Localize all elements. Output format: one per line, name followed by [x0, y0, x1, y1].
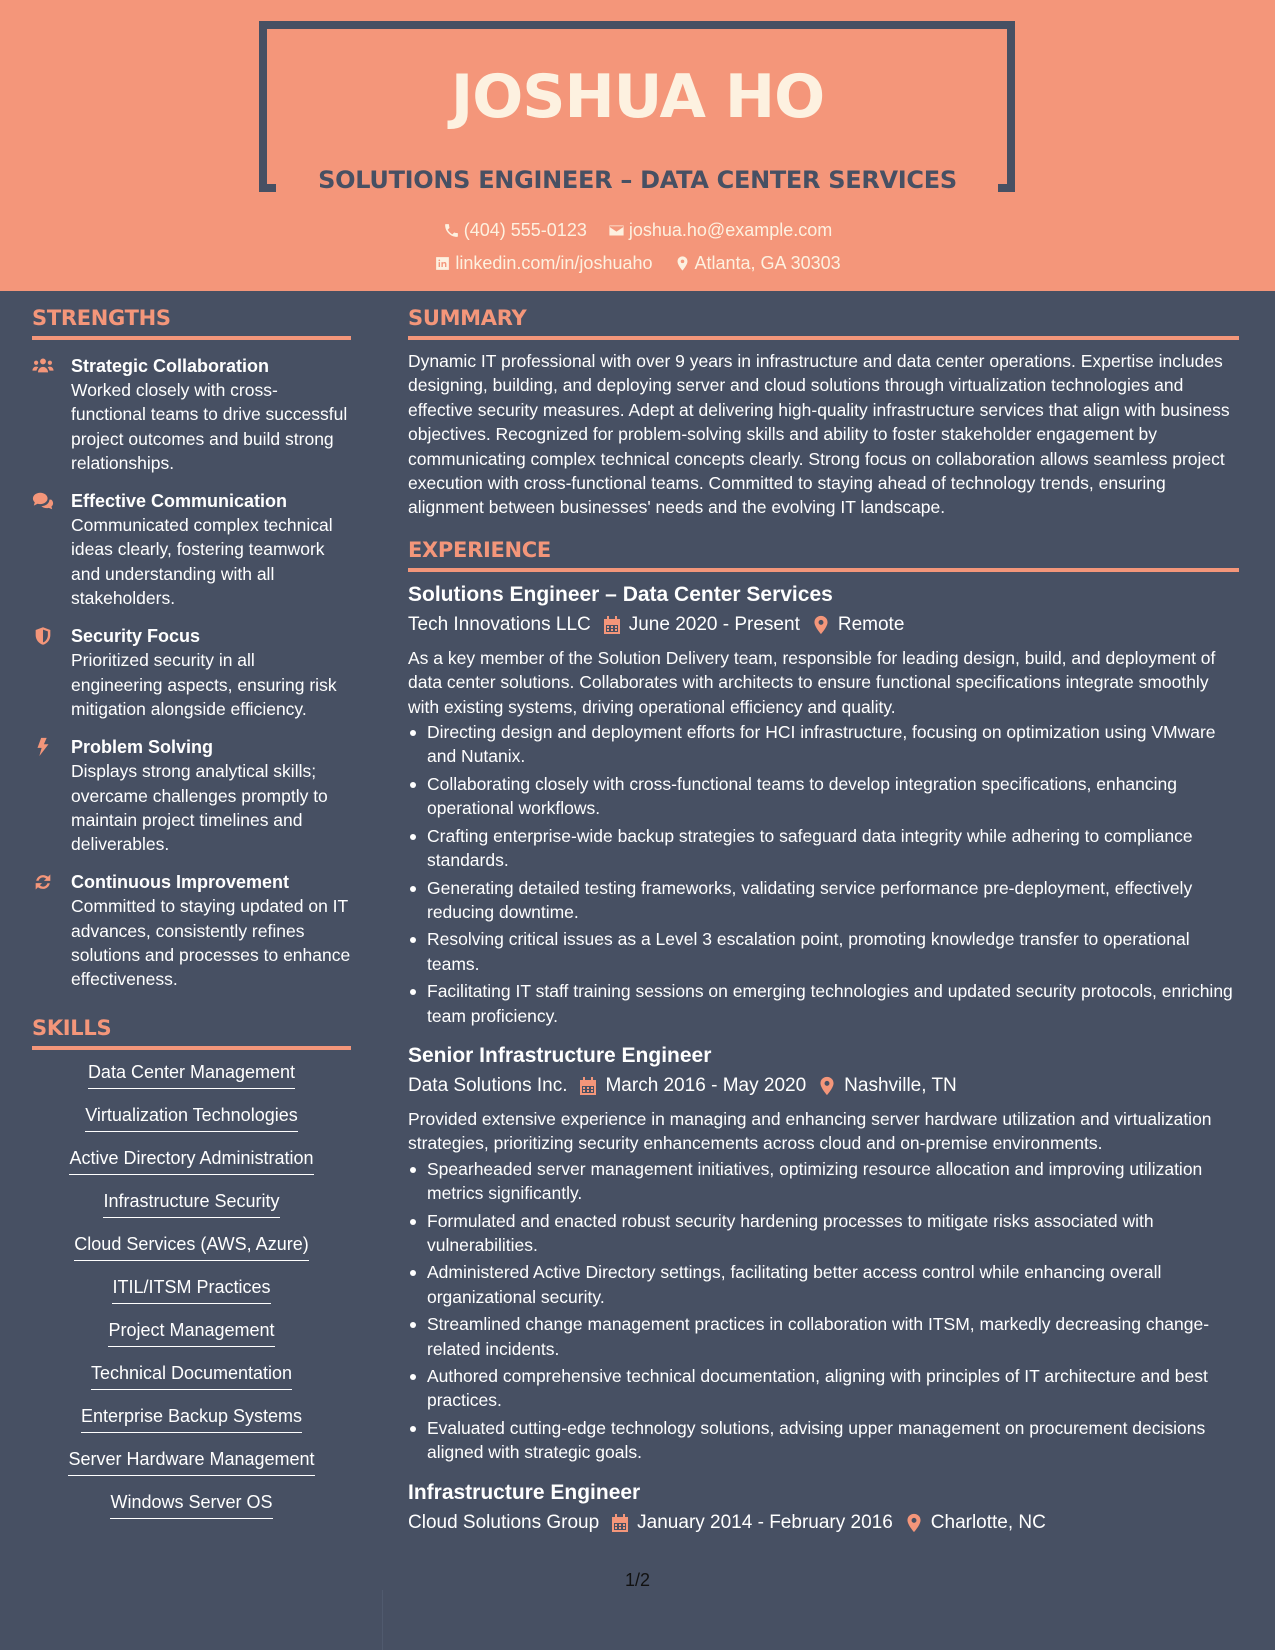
users-icon: [32, 356, 56, 376]
job-bullet: Spearheaded server management initiatives, optimizing resource allocation and improving utilization metrics significantly.: [408, 1157, 1239, 1206]
job-dates: [603, 612, 800, 638]
job-bullet: Evaluated cutting-edge technology solutions, advising upper management on procurement decisions aligned with strategic goals.: [408, 1416, 1239, 1465]
skill-item: Cloud Services (AWS, Azure): [74, 1232, 308, 1261]
candidate-name: JOSHUA HO: [450, 62, 825, 132]
contact-email[interactable]: [608, 220, 832, 241]
job-company: Cloud Solutions Group: [408, 1511, 600, 1533]
linkedin-text: linkedin.com/in/joshuaho: [455, 253, 653, 273]
phone-text: (404) 555-0123: [463, 220, 587, 240]
calendar-icon: [579, 1076, 597, 1096]
strength-text: Prioritized security in all engineering aspects, ensuring risk mitigation alongside efficiency.: [71, 650, 337, 719]
job-description: As a key member of the Solution Delivery team, responsible for leading design, build, and deployment of data center solutions. Collaborates with architects to ensure functional specifications integrate smoothly with existing systems, driving operational efficiency and quality.: [408, 647, 1216, 717]
strength-text: Displays strong analytical skills; overcame challenges promptly to maintain project timelines and deliverables.: [71, 761, 328, 855]
map-marker-icon: [905, 1513, 923, 1533]
job-description: Provided extensive experience in managing and enhancing server hardware utilization and virtualization strategies, prioritizing security enhancements across cloud and on-premise environments.: [408, 1108, 1212, 1154]
phone-icon: [443, 222, 460, 239]
job-company: Data Solutions Inc.: [408, 1074, 568, 1096]
strength-title: Continuous Improvement: [71, 872, 290, 893]
job-bullets: [408, 1157, 1239, 1465]
job-dates-text: January 2014 - February 2016: [637, 1511, 893, 1533]
strength-title: Problem Solving: [71, 737, 214, 758]
resume-header: [0, 0, 1275, 291]
strength-item: [32, 624, 351, 721]
job-bullet: Formulated and enacted robust security hardening processes to mitigate risks associated with vulnerabilities.: [408, 1209, 1239, 1258]
email-text: joshua.ho@example.com: [628, 220, 833, 240]
skill-item: Windows Server OS: [110, 1490, 272, 1519]
job-dates-text: March 2016 - May 2020: [605, 1074, 807, 1096]
job-meta: [408, 1510, 1239, 1536]
strength-item: [32, 735, 351, 856]
strength-title: Security Focus: [71, 626, 201, 647]
job-location-text: Remote: [837, 613, 905, 635]
strength-title: Strategic Collaboration: [71, 356, 270, 376]
job-location: [818, 1073, 957, 1099]
job-company: Tech Innovations LLC: [408, 613, 591, 635]
job-bullet: Directing design and deployment efforts for HCI infrastructure, focusing on optimization using VMware and Nutanix.: [408, 720, 1239, 769]
map-marker-icon: [818, 1076, 836, 1096]
job-location-text: Charlotte, NC: [930, 1511, 1046, 1533]
job-entry: [408, 1042, 1239, 1465]
job-bullet: Generating detailed testing frameworks, validating service performance pre-deployment, effectively reducing downtime.: [408, 876, 1239, 925]
calendar-icon: [603, 615, 621, 635]
job-entry: [408, 1479, 1239, 1536]
contact-row-2: [0, 253, 1275, 277]
job-location-text: Nashville, TN: [844, 1074, 957, 1096]
strength-text: Worked closely with cross-functional teams to drive successful project outcomes and build strong relationships.: [71, 380, 348, 473]
left-column: [32, 306, 351, 1533]
skill-item: Enterprise Backup Systems: [81, 1404, 302, 1433]
skill-item: Technical Documentation: [91, 1361, 292, 1390]
job-dates: [579, 1073, 806, 1099]
strength-text: Communicated complex technical ideas clearly, fostering teamwork and understanding with all stakeholders.: [71, 515, 333, 609]
skill-item: Infrastructure Security: [103, 1189, 279, 1218]
strength-item: [32, 489, 351, 610]
contact-linkedin[interactable]: [434, 253, 652, 274]
column-divider: [382, 1590, 383, 1650]
job-meta: [408, 612, 1239, 638]
strengths-heading: STRENGTHS: [32, 306, 351, 340]
candidate-title: SOLUTIONS ENGINEER – DATA CENTER SERVICES: [318, 166, 957, 194]
skill-item: Project Management: [108, 1318, 274, 1347]
skill-item: ITIL/ITSM Practices: [112, 1275, 270, 1304]
strengths-list: [32, 354, 351, 992]
skill-item: Active Directory Administration: [69, 1146, 313, 1175]
job-bullets: [408, 720, 1239, 1028]
calendar-icon: [611, 1513, 629, 1533]
summary-heading: SUMMARY: [408, 306, 1239, 340]
job-location: [812, 612, 905, 638]
skills-list: [32, 1060, 351, 1519]
job-title: Infrastructure Engineer: [408, 1480, 641, 1504]
skill-item: Data Center Management: [88, 1060, 295, 1089]
contact-row-1: [0, 220, 1275, 244]
job-dates-text: June 2020 - Present: [628, 613, 800, 635]
comments-icon: [32, 491, 56, 511]
job-entry: [408, 581, 1239, 1028]
job-bullet: Crafting enterprise-wide backup strategies to safeguard data integrity while adhering to compliance standards.: [408, 824, 1239, 873]
job-bullet: Collaborating closely with cross-functional teams to develop integration specifications, enhancing operational workflows.: [408, 772, 1239, 821]
map-marker-icon: [674, 255, 691, 272]
page-number: 1/2: [624, 1570, 651, 1590]
skill-item: Server Hardware Management: [68, 1447, 314, 1476]
experience-heading: EXPERIENCE: [408, 538, 1239, 572]
shield-icon: [32, 626, 56, 646]
summary-text: Dynamic IT professional with over 9 years in infrastructure and data center operations. Expertise includes designing, building, and deploying server and cloud solutions through virtualization technologies and effective security measures. Adept at delivering high-quality infrastructure services that align with business objectives. Recognized for problem-solving skills and ability to foster stakeholder engagement by communicating complex technical concepts clearly. Strong focus on collaboration allows seamless project execution with cross-functional teams. Committed to staying ahead of technology trends, ensuring alignment between businesses' needs and the evolving IT landscape.: [408, 351, 1230, 518]
map-marker-icon: [812, 615, 830, 635]
contact-phone[interactable]: [443, 220, 587, 241]
skills-heading: SKILLS: [32, 1016, 351, 1050]
job-location: [905, 1510, 1046, 1536]
job-title: Solutions Engineer – Data Center Services: [408, 582, 833, 606]
job-bullet: Resolving critical issues as a Level 3 escalation point, promoting knowledge transfer to operational teams.: [408, 927, 1239, 976]
right-column: [408, 306, 1239, 1536]
job-bullet: Administered Active Directory settings, facilitating better access control while enhancing overall organizational security.: [408, 1260, 1239, 1309]
bolt-icon: [32, 737, 56, 757]
job-meta: [408, 1073, 1239, 1099]
sync-icon: [32, 872, 56, 892]
envelope-icon: [608, 222, 625, 239]
strength-item: [32, 870, 351, 991]
location-text: Atlanta, GA 30303: [694, 253, 841, 273]
skill-item: Virtualization Technologies: [85, 1103, 297, 1132]
strength-item: [32, 354, 351, 475]
job-bullet: Streamlined change management practices in collaboration with ITSM, markedly decreasing change-related incidents.: [408, 1312, 1239, 1361]
strength-title: Effective Communication: [71, 491, 288, 512]
contact-location: [674, 253, 841, 274]
job-title: Senior Infrastructure Engineer: [408, 1043, 712, 1067]
linkedin-icon: [434, 255, 451, 272]
strength-text: Committed to staying updated on IT advances, consistently refines solutions and processes to enhance effectiveness.: [71, 896, 351, 990]
job-bullet: Authored comprehensive technical documentation, aligning with principles of IT architecture and best practices.: [408, 1364, 1239, 1413]
job-bullet: Facilitating IT staff training sessions on emerging technologies and updated security protocols, enriching team proficiency.: [408, 979, 1239, 1028]
job-dates: [611, 1510, 893, 1536]
